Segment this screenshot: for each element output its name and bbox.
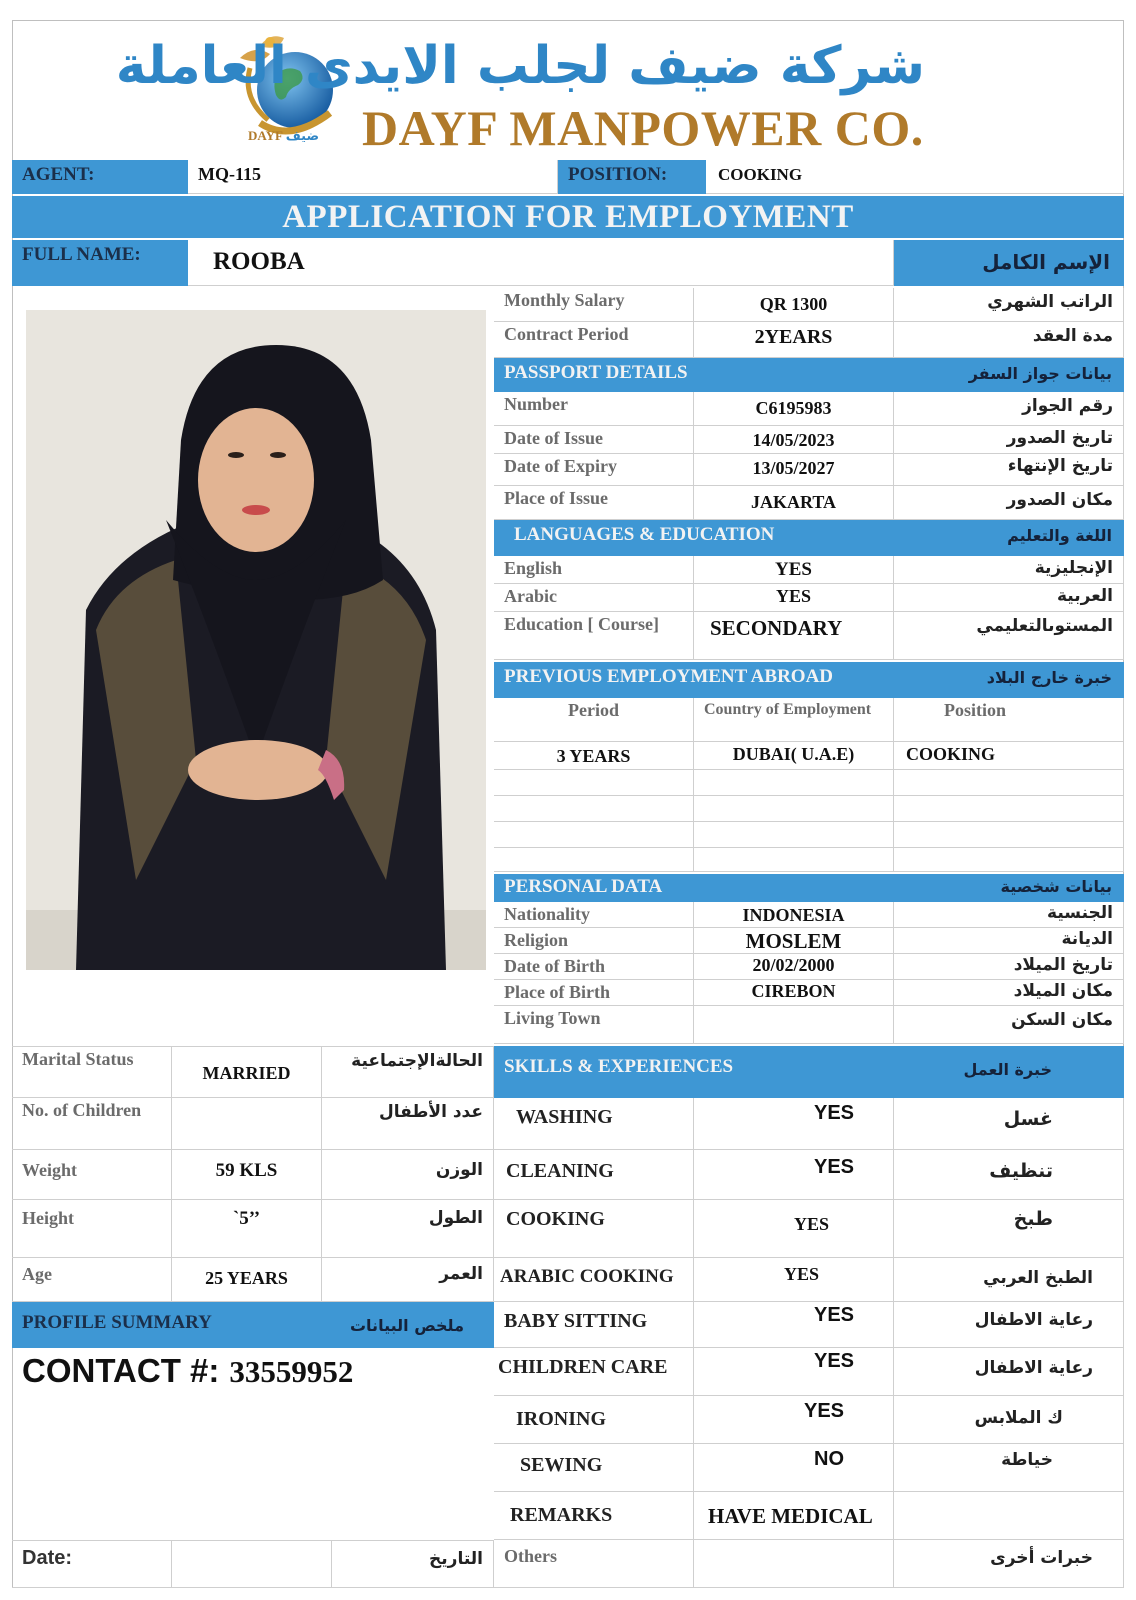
prev-empty-cell [694, 822, 894, 848]
full-name-label: FULL NAME: [22, 244, 141, 265]
prev-position-value: COOKING [894, 742, 1124, 770]
education-value: SECONDARY [694, 612, 894, 660]
skills-title: SKILLS & EXPERIENCES [504, 1056, 734, 1077]
position-label: POSITION: [568, 164, 668, 185]
prev-empty-cell [494, 822, 694, 848]
marital-status-label-ar: الحالةالإجتماعية [322, 1046, 494, 1098]
languages-title: LANGUAGES & EDUCATION [514, 524, 775, 545]
issue-date-label: Date of Issue [494, 426, 694, 454]
skill-baby-sitting-label-ar: رعاية الاطفال [894, 1302, 1124, 1348]
logo-text-ar: ضيف [285, 129, 320, 144]
birth-place-value: CIREBON [694, 980, 894, 1006]
skill-baby-sitting-value: YES [694, 1302, 894, 1348]
issue-date-label-ar: تاريخ الصدور [894, 426, 1124, 454]
languages-title-ar: اللغة والتعليم [1007, 526, 1112, 545]
form-title: APPLICATION FOR EMPLOYMENT [282, 199, 854, 235]
height-label-ar: الطول [322, 1200, 494, 1258]
birth-date-label: Date of Birth [494, 954, 694, 980]
education-label: Education [ Course] [494, 612, 694, 660]
contract-value: 2YEARS [694, 322, 894, 358]
expiry-date-value: 13/05/2027 [694, 454, 894, 486]
skill-arabic-cooking-value: YES [694, 1258, 894, 1302]
prev-empty-cell [894, 848, 1124, 872]
birth-place-label-ar: مكان الميلاد [894, 980, 1124, 1006]
skill-cleaning-value: YES [694, 1150, 894, 1200]
others-label: Others [494, 1540, 694, 1588]
living-town-value [694, 1006, 894, 1044]
age-label: Age [12, 1258, 172, 1302]
agent-label: AGENT: [22, 164, 95, 185]
prev-empty-cell [494, 770, 694, 796]
birth-date-label-ar: تاريخ الميلاد [894, 954, 1124, 980]
skill-ironing-label: IRONING [494, 1396, 694, 1444]
skill-children-care-label-ar: رعاية الاطفال [894, 1348, 1124, 1396]
skills-section-bar [494, 1046, 1124, 1098]
skill-sewing-label: SEWING [494, 1444, 694, 1492]
form-title-bar [12, 196, 1124, 238]
religion-label: Religion [494, 928, 694, 954]
applicant-portrait-icon [26, 310, 486, 970]
skill-ironing-value: YES [694, 1396, 894, 1444]
prev-period-value: 3 YEARS [494, 742, 694, 770]
issue-place-value: JAKARTA [694, 486, 894, 520]
agent-label-cell [12, 160, 188, 194]
marital-status-label: Marital Status [12, 1046, 172, 1098]
passport-section-bar [494, 358, 1124, 392]
contact-line [22, 1352, 492, 1398]
position-value: COOKING [706, 160, 1124, 194]
living-town-label-ar: مكان السكن [894, 1006, 1124, 1044]
prev-country-value: DUBAI( U.A.E) [694, 742, 894, 770]
skill-cleaning-label-ar: تنظيف [894, 1150, 1124, 1200]
expiry-date-label: Date of Expiry [494, 454, 694, 486]
skill-arabic-cooking-label: ARABIC COOKING [494, 1258, 694, 1302]
period-header: Period [494, 698, 694, 742]
passport-number-value: C6195983 [694, 392, 894, 426]
previous-employment-bar [494, 662, 1124, 698]
personal-data-bar [494, 874, 1124, 902]
company-name-arabic: شركة ضيف لجلب الايدى العاملة [115, 36, 925, 96]
remarks-label-ar [894, 1492, 1124, 1540]
personal-data-title: PERSONAL DATA [504, 876, 663, 897]
english-label: English [494, 556, 694, 584]
languages-section-bar [494, 520, 1124, 556]
age-value: 25 YEARS [172, 1258, 322, 1302]
skill-washing-label-ar: غسل [894, 1098, 1124, 1150]
agent-value: MQ-115 [188, 160, 558, 194]
position-label-cell [558, 160, 706, 194]
personal-data-title-ar: بيانات شخصية [1000, 877, 1112, 896]
salary-label-ar: الراتب الشهري [894, 288, 1124, 322]
country-header: Country of Employment [694, 698, 894, 742]
profile-summary-title: PROFILE SUMMARY [22, 1312, 212, 1333]
height-label: Height [12, 1200, 172, 1258]
date-label-ar: التاريخ [332, 1540, 494, 1588]
salary-label: Monthly Salary [494, 288, 694, 322]
weight-label-ar: الوزن [322, 1150, 494, 1200]
profile-summary-title-ar: ملخص البيانات [349, 1316, 464, 1335]
contact-label: CONTACT #: [22, 1352, 220, 1389]
skill-arabic-cooking-label-ar: الطبخ العربي [894, 1258, 1124, 1302]
skill-baby-sitting-label: BABY SITTING [494, 1302, 694, 1348]
age-label-ar: العمر [322, 1258, 494, 1302]
contract-label-ar: مدة العقد [894, 322, 1124, 358]
company-name-english: DAYF MANPOWER CO. [362, 100, 924, 156]
children-label-ar: عدد الأطفال [322, 1098, 494, 1150]
weight-label: Weight [12, 1150, 172, 1200]
issue-place-label-ar: مكان الصدور [894, 486, 1124, 520]
skill-sewing-label-ar: خياطة [894, 1444, 1124, 1492]
others-label-ar: خبرات أخرى [894, 1540, 1124, 1588]
position-header: Position [894, 698, 1124, 742]
passport-number-label: Number [494, 392, 694, 426]
birth-date-value: 20/02/2000 [694, 954, 894, 980]
prev-empty-cell [894, 770, 1124, 796]
skill-sewing-value: NO [694, 1444, 894, 1492]
issue-date-value: 14/05/2023 [694, 426, 894, 454]
prev-empty-cell [494, 848, 694, 872]
full-name-label-cell [12, 240, 188, 286]
skill-children-care-label: CHILDREN CARE [494, 1348, 694, 1396]
salary-value: QR 1300 [694, 288, 894, 322]
skill-washing-value: YES [694, 1098, 894, 1150]
english-value: YES [694, 556, 894, 584]
others-value [694, 1540, 894, 1588]
skill-children-care-value: YES [694, 1348, 894, 1396]
prev-empty-cell [494, 796, 694, 822]
prev-empty-cell [694, 848, 894, 872]
arabic-value: YES [694, 584, 894, 612]
skill-cleaning-label: CLEANING [494, 1150, 694, 1200]
education-label-ar: المستوىالتعليمي [894, 612, 1124, 660]
skill-cooking-label: COOKING [494, 1200, 694, 1258]
nationality-label: Nationality [494, 902, 694, 928]
religion-value: MOSLEM [694, 928, 894, 954]
full-name-ar-cell [894, 240, 1124, 286]
height-value: `5’’ [172, 1200, 322, 1258]
nationality-label-ar: الجنسية [894, 902, 1124, 928]
skill-washing-label: WASHING [494, 1098, 694, 1150]
english-label-ar: الإنجليزية [894, 556, 1124, 584]
arabic-label-ar: العربية [894, 584, 1124, 612]
religion-label-ar: الديانة [894, 928, 1124, 954]
prev-empty-cell [894, 796, 1124, 822]
skill-cooking-label-ar: طبخ [894, 1200, 1124, 1258]
weight-value: 59 KLS [172, 1150, 322, 1200]
date-value [172, 1540, 332, 1588]
prev-empty-cell [694, 796, 894, 822]
prev-empty-cell [894, 822, 1124, 848]
profile-summary-bar [12, 1302, 494, 1348]
remarks-value: HAVE MEDICAL [694, 1492, 894, 1540]
contract-label: Contract Period [494, 322, 694, 358]
marital-status-value: MARRIED [172, 1046, 322, 1098]
arabic-label: Arabic [494, 584, 694, 612]
date-label: Date: [12, 1540, 172, 1588]
issue-place-label: Place of Issue [494, 486, 694, 520]
children-value [172, 1098, 322, 1150]
passport-title: PASSPORT DETAILS [504, 362, 688, 383]
prev-empty-cell [694, 770, 894, 796]
children-label: No. of Children [12, 1098, 172, 1150]
logo-text-en: DAYF [248, 128, 283, 143]
birth-place-label: Place of Birth [494, 980, 694, 1006]
applicant-photo [26, 310, 486, 970]
contact-number: 33559952 [229, 1354, 354, 1389]
skill-cooking-value: YES [694, 1200, 894, 1258]
remarks-label: REMARKS [494, 1492, 694, 1540]
living-town-label: Living Town [494, 1006, 694, 1044]
previous-employment-title-ar: خبرة خارج البلاد [986, 668, 1112, 687]
passport-title-ar: بيانات جواز السفر [968, 364, 1112, 383]
passport-number-label-ar: رقم الجواز [894, 392, 1124, 426]
full-name-label-ar: الإسم الكامل [982, 250, 1110, 274]
skill-ironing-label-ar: ك الملابس [894, 1396, 1124, 1444]
full-name-value: ROOBA [188, 240, 894, 286]
previous-employment-title: PREVIOUS EMPLOYMENT ABROAD [504, 666, 834, 687]
skills-title-ar: خبرة العمل [963, 1060, 1052, 1079]
expiry-date-label-ar: تاريخ الإنتهاء [894, 454, 1124, 486]
nationality-value: INDONESIA [694, 902, 894, 928]
